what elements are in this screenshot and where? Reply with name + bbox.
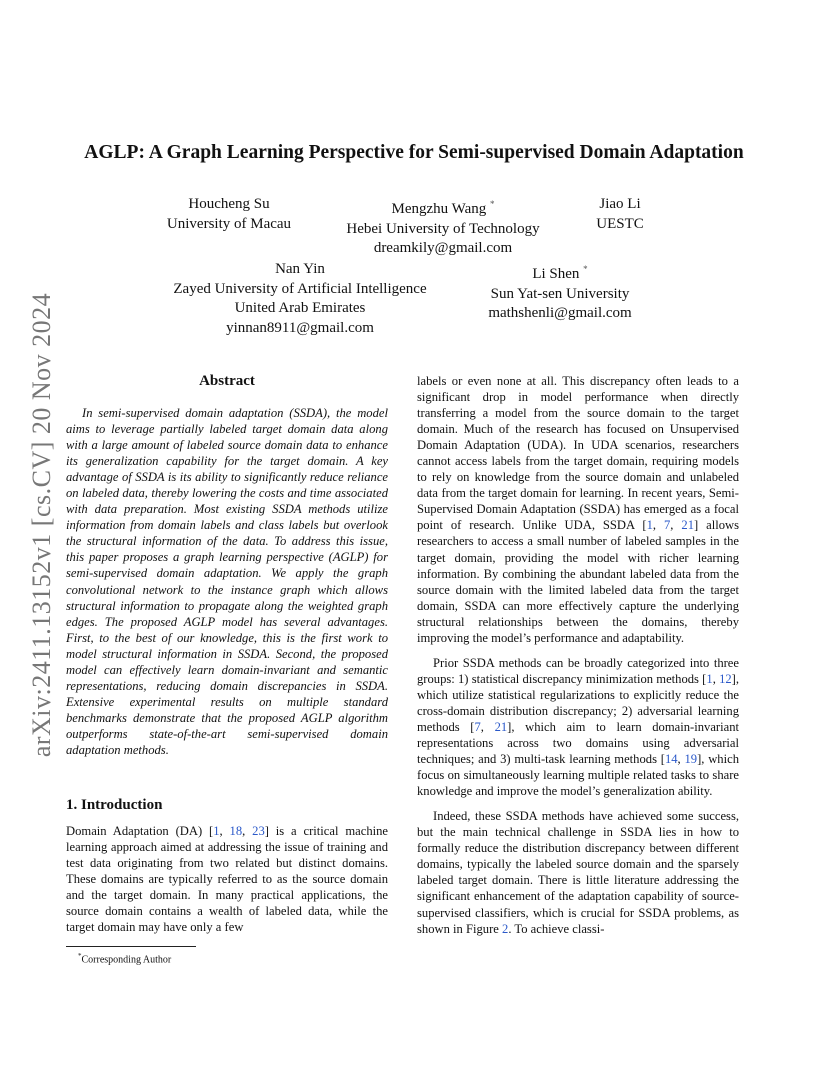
text-run: , [242,824,253,838]
text-run: , [652,518,664,533]
author-email: yinnan8911@gmail.com [226,319,374,336]
author-affiliation: UESTC [596,215,644,232]
author-affiliation: Zayed University of Artificial Intelligence [173,280,427,297]
text-run: labels or even none at all. This discrepancy often leads to a significant drop in model performance when directly transferring a model from the source domain to the target domain. Much of the research has focused on Unsupervised Domain Adaptation (UDA). In UDA scenarios, researchers cannot access labels from the target domain, requiring models to rely on knowledge from the source domain and unlabeled data from the target domain for learning. In recent years, Semi-Supervised Domain Adaptation (SSDA) has emerged as a focal point of research. Unlike UDA, SSDA [ [417,374,739,533]
body-paragraph [417,373,739,646]
author-name: Houcheng Su [188,196,270,212]
author-name: Jiao Li [599,196,641,212]
arxiv-identifier: arXiv:2411.13152v1 [cs.CV] 20 Nov 2024 [27,292,56,758]
abstract-body [66,405,388,758]
author-block-4 [160,260,440,338]
citation-link[interactable]: 21 [494,719,508,734]
text-run: Prior SSDA methods can be broadly categorized into three groups: 1) statistical discrepancy minimization methods [ [417,655,739,686]
citation-link[interactable]: 12 [719,671,732,686]
author-block-5 [478,260,642,324]
text-run: , [480,719,495,734]
citation-link[interactable]: 7 [663,518,671,533]
text-run: Indeed, these SSDA methods have achieved some success, but the main technical challenge in SSDA lies in how to formally reduce the distribution discrepancy between different domains, typically the labeled source domain and the sparsely labeled target domain. There is little literature addressing the significant enhancement of the adaptation capability of source-supervised classifiers, which is crucial for SSDA problems, as shown in Figure [417,809,739,936]
text-run: ], which utilize statistical regularizations to explicitly reduce the cross-domain distribution discrepancy; 2) adversarial learning methods [ [417,671,740,734]
citation-link[interactable]: 1 [706,671,713,686]
figure-link[interactable]: 2 [502,921,509,936]
author-affiliation: University of Macau [166,215,292,232]
author-name: Li Shen [532,266,580,282]
text-run: , [670,518,682,533]
text-run: , [219,824,230,838]
author-affiliation: Sun Yat-sen University [490,285,630,302]
citation-link[interactable]: 23 [252,824,265,838]
footnote [78,952,171,965]
author-email: dreamkily@gmail.com [373,240,513,257]
text-run: , [677,752,685,767]
author-block-1 [158,195,300,234]
text-run: ] is a critical machine learning approach aimed at addressing the issue of training and test data originating from two related but distinct domains. These domains are typically referred to as the source domain and the target domain. In many practical applications, the source domain contains a wealth of labeled data, while the target domain may have only a few [66,824,388,935]
text-run: Domain Adaptation (DA) [ [66,824,214,838]
paper-title: AGLP: A Graph Learning Perspective for Semi-supervised Domain Adaptation [84,142,744,163]
citation-link[interactable]: 21 [681,518,694,533]
arxiv-sidebar [22,290,62,760]
text-run: ] allows researchers to access a small number of labeled samples in the target domain, providing the model with richer learning information. By combining the abundant labeled data from the source domain with the limited labeled data from the target domain, SSDA can more effectively capture the underlying structural relationships between the domains, thereby improving the model’s performance and adaptability. [417,518,740,645]
footnote-divider [66,946,196,947]
abstract-text: In semi-supervised domain adaptation (SSDA), the model aims to leverage partially labeled target domain data along with a large amount of labeled source domain data to enhance its generalization capability for the target domain. A key advantage of SSDA is its ability to significantly reduce reliance on labeled data, thereby lowering the costs and time associated with data preparation. Most existing SSDA methods utilize information from domain labels and class labels but overlook the structural information of the data. To address this issue, this paper proposes a graph learning perspective (AGLP) for semi-supervised domain adaptation. We apply the graph convolutional network to the instance graph which allows structural information to propagate along the weighted graph edges. The proposed AGLP model has several advantages. First, to the best of our knowledge, this is the first work to model structural information in SSDA. Second, the proposed model can effectively learn domain-invariant and semantic representations, reducing domain discrepancies in SSDA. Extensive experimental results on multiple standard benchmarks demonstrate that the proposed AGLP algorithm outperforms state-of-the-art semi-supervised domain adaptation methods. [66,406,388,757]
abstract-heading: Abstract [199,373,255,389]
citation-link[interactable]: 1 [646,518,653,533]
text-run: ], which focus on simultaneously learning multiple related tasks to share knowledge and improve the model’s generalization ability. [417,752,739,799]
citation-link[interactable]: 18 [229,824,243,838]
right-column [417,373,739,946]
citation-link[interactable]: 1 [213,824,220,838]
corresponding-mark: * [490,199,495,209]
citation-link[interactable]: 7 [474,719,481,734]
citation-link[interactable]: 19 [684,752,698,767]
body-paragraph [417,655,739,799]
intro-paragraph [66,823,388,935]
intro-body [66,823,388,935]
footnote-text: Corresponding Author [81,954,172,966]
author-affiliation-2: United Arab Emirates [234,300,366,317]
author-email: mathshenli@gmail.com [488,305,632,322]
text-run: , [712,671,720,686]
footnote-mark: * [78,952,82,960]
citation-link[interactable]: 14 [664,752,678,767]
author-name: Mengzhu Wang [391,201,487,217]
author-name: Nan Yin [275,261,325,277]
body-paragraph [417,808,739,936]
intro-heading: 1. Introduction [66,797,163,813]
author-block-3 [580,195,660,234]
text-run: . To achieve classi- [508,921,605,936]
author-block-2 [330,195,556,259]
author-affiliation: Hebei University of Technology [346,220,540,237]
corresponding-mark: * [583,264,588,274]
text-run: ], which aim to learn domain-invariant representations across two domains using adversarial techniques; and 3) multi-task learning methods [ [417,719,739,767]
